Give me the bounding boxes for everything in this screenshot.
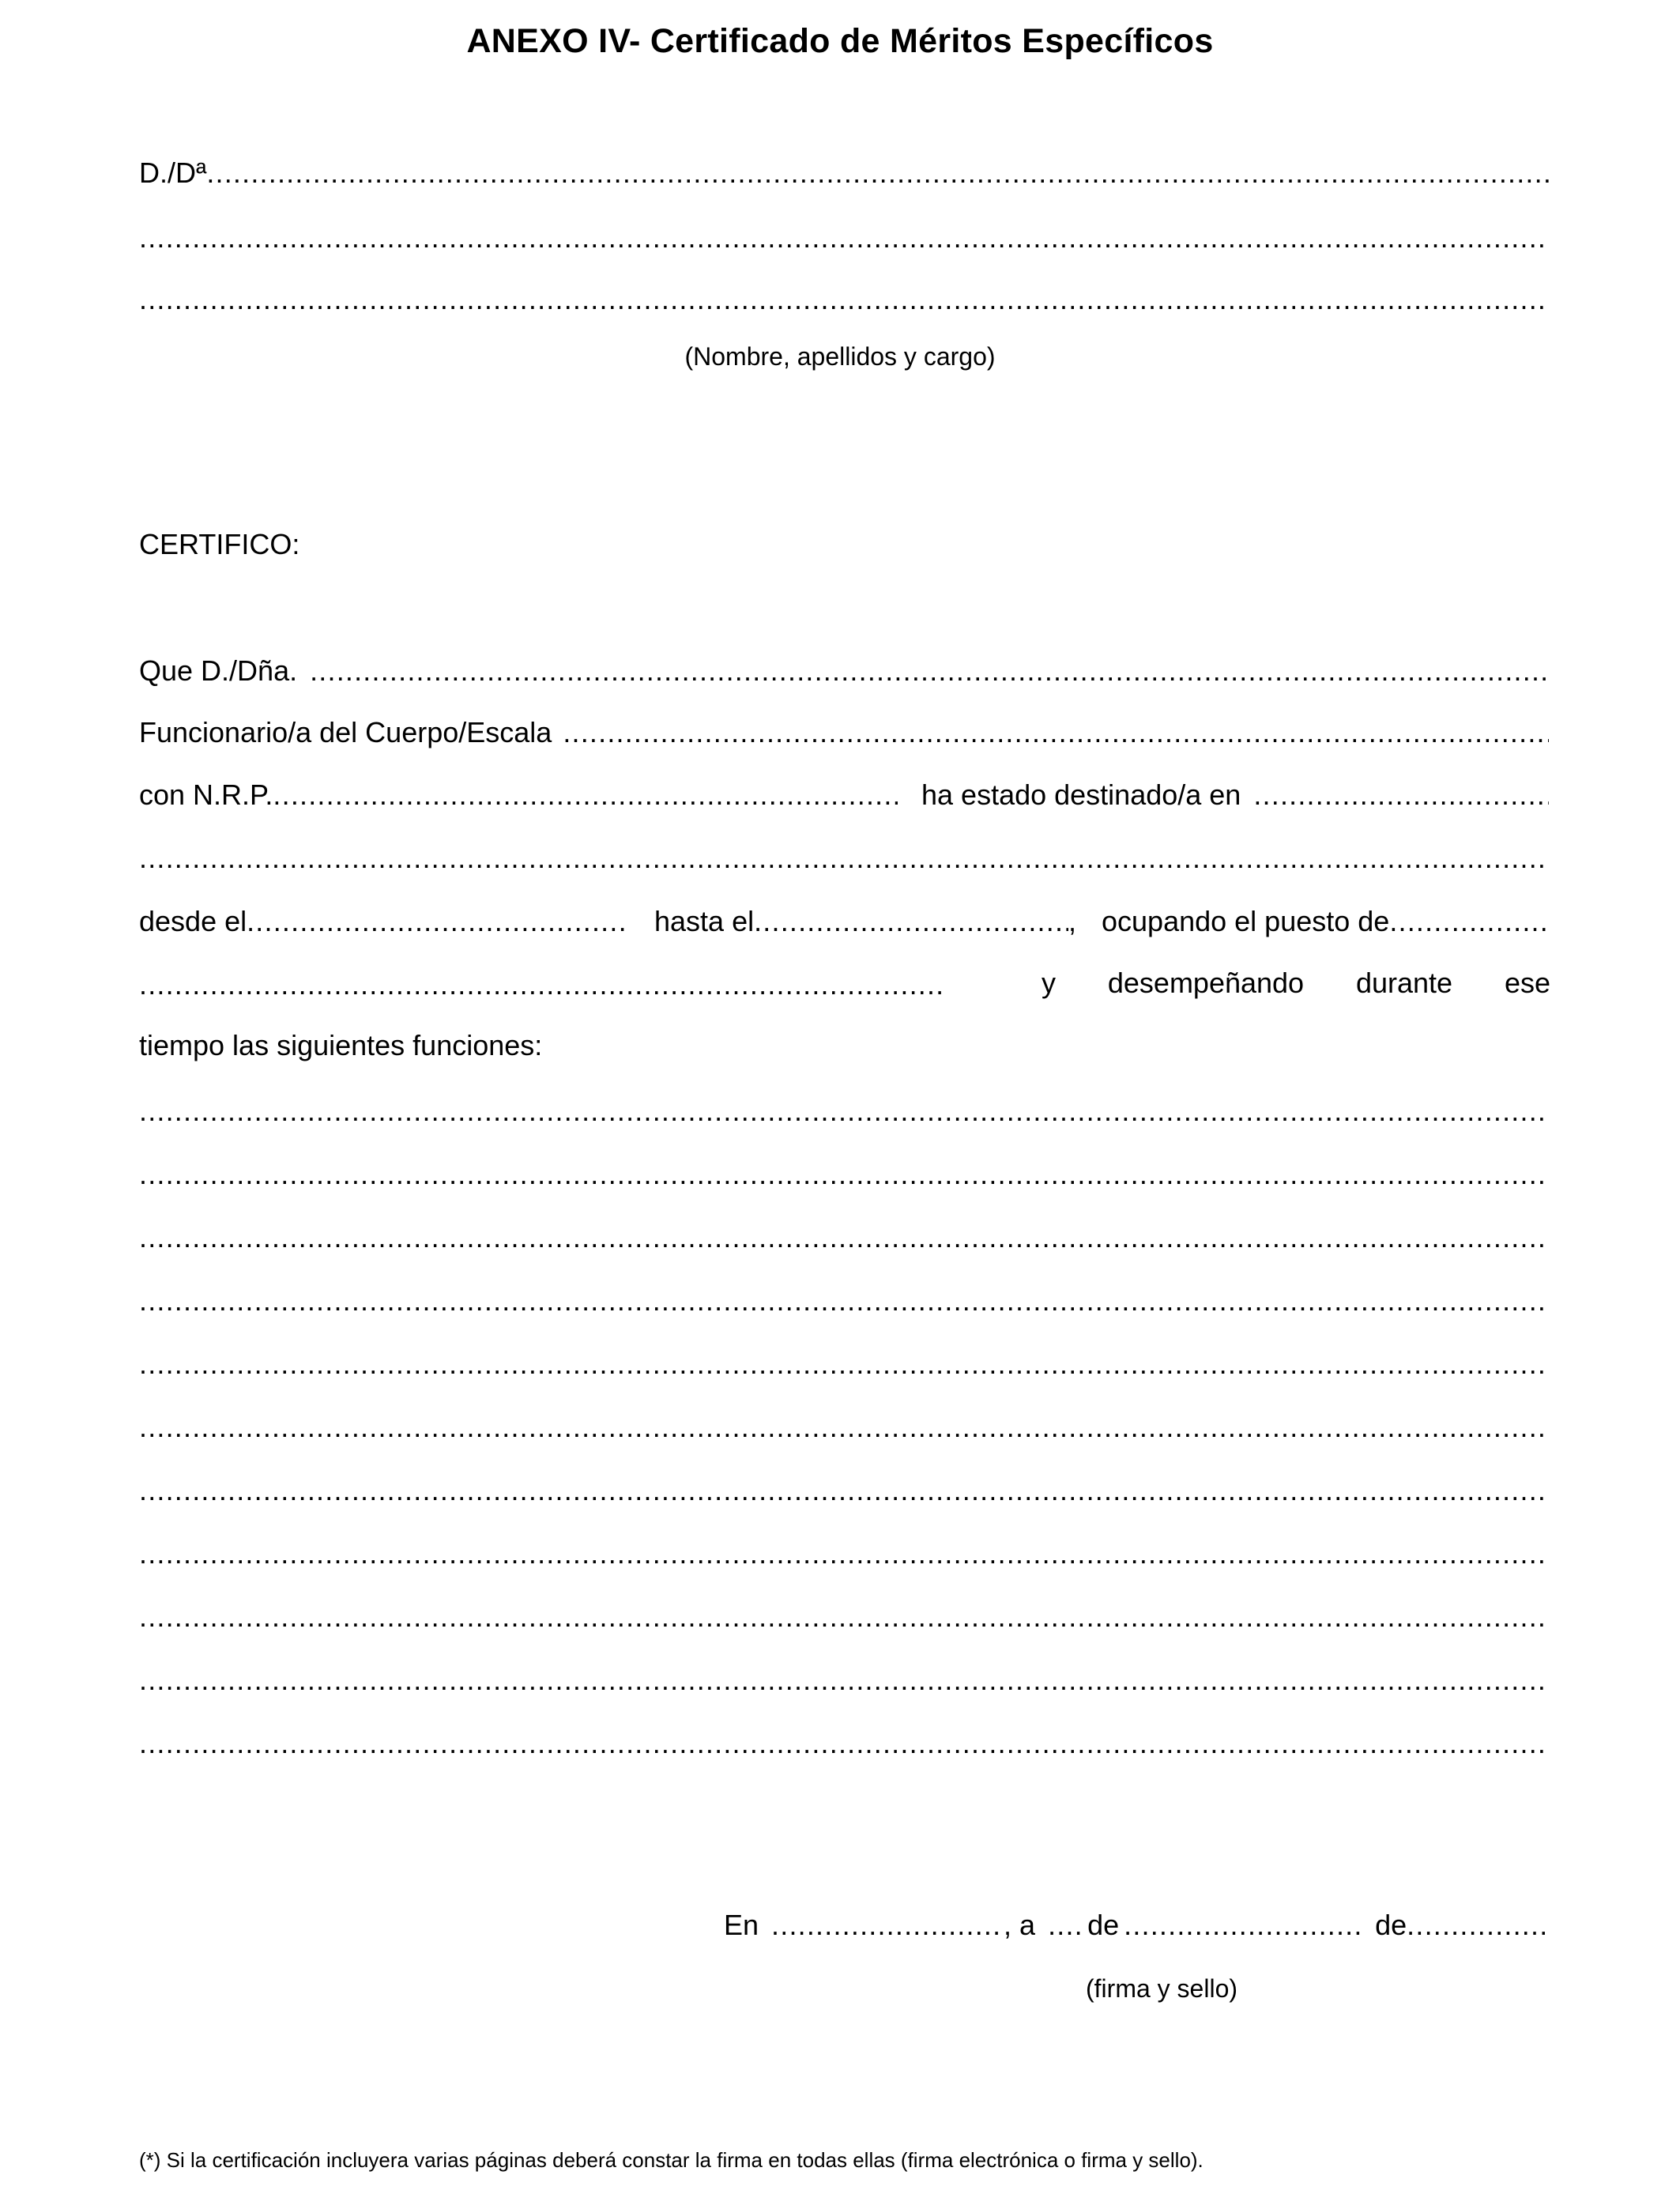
desempenando-word: desempeñando — [1107, 967, 1305, 999]
funciones-fill-line[interactable] — [139, 1348, 1549, 1381]
funciones-fill-line[interactable] — [139, 1537, 1549, 1570]
funciones-fill-line[interactable] — [139, 1158, 1549, 1191]
funciones-fill-line[interactable] — [139, 1474, 1549, 1507]
place-fill-line[interactable] — [771, 1909, 1004, 1942]
funciones-line[interactable] — [139, 1664, 1549, 1697]
funciones-fill-line[interactable] — [139, 1284, 1549, 1318]
funciones-fill-line[interactable] — [139, 1221, 1549, 1254]
name-field-row-1[interactable] — [139, 156, 1549, 190]
destino-row-2[interactable] — [139, 842, 1549, 875]
destino-fill-line-2[interactable] — [139, 842, 1549, 875]
funciones-fill-line[interactable] — [139, 1664, 1549, 1697]
ese-word: ese — [1504, 967, 1550, 999]
dd-label: D./Dª — [139, 156, 207, 189]
funciones-fill-line[interactable] — [139, 1727, 1549, 1760]
funciones-fill-line[interactable] — [139, 1600, 1549, 1634]
desde-row[interactable] — [139, 905, 629, 938]
funciones-line[interactable] — [139, 1537, 1549, 1570]
de-label-2: de — [1375, 1909, 1407, 1941]
puesto-row-2[interactable] — [139, 968, 942, 1001]
nrp-label: con N.R.P. — [139, 778, 273, 811]
name-field-row-3[interactable] — [139, 283, 1549, 316]
name-fill-line-1[interactable] — [206, 156, 1549, 190]
funciones-line[interactable] — [139, 1348, 1549, 1381]
year-fill-line[interactable] — [1407, 1909, 1550, 1942]
hasta-fill-line[interactable] — [754, 905, 1068, 938]
que-row[interactable] — [139, 654, 1549, 688]
funciones-line[interactable] — [139, 1411, 1549, 1444]
tiempo-label: tiempo las siguientes funciones: — [139, 1029, 543, 1061]
name-fill-line-2[interactable] — [139, 221, 1549, 254]
funciones-fill-line[interactable] — [139, 1411, 1549, 1444]
funciones-line[interactable] — [139, 1095, 1549, 1128]
y-word: y — [1042, 967, 1056, 999]
name-caption: (Nombre, apellidos y cargo) — [684, 342, 996, 371]
destinado-label: ha estado destinado/a en — [921, 778, 1241, 811]
name-fill-line-3[interactable] — [139, 283, 1549, 316]
funciones-line[interactable] — [139, 1474, 1549, 1507]
desde-label: desde el — [139, 905, 247, 937]
funcionario-label: Funcionario/a del Cuerpo/Escala — [139, 716, 552, 748]
cuerpo-fill-line[interactable] — [563, 716, 1549, 749]
funciones-line[interactable] — [139, 1158, 1549, 1191]
funcionario-row[interactable] — [139, 716, 1549, 749]
funciones-line[interactable] — [139, 1727, 1549, 1760]
durante-word: durante — [1355, 967, 1453, 999]
funciones-fill-line[interactable] — [139, 1095, 1549, 1128]
ocupando-row[interactable] — [1102, 905, 1549, 938]
destinado-row[interactable] — [921, 778, 1549, 812]
desde-fill-line[interactable] — [247, 905, 629, 938]
funciones-line[interactable] — [139, 1600, 1549, 1634]
footnote: (*) Si la certificación incluyera varias páginas deberá constar la firma en todas ellas (firma electrónica o firma y sello). — [139, 2148, 1203, 2172]
que-label: Que D./Dña. — [139, 654, 298, 687]
place-date-row[interactable] — [724, 1909, 1550, 1942]
month-fill-line[interactable] — [1124, 1909, 1364, 1942]
nrp-row[interactable] — [139, 778, 898, 812]
hasta-comma: , — [1068, 905, 1076, 937]
ocupando-label: ocupando el puesto de — [1102, 905, 1390, 937]
a-label: , a — [1004, 1909, 1036, 1941]
que-fill-line[interactable] — [310, 654, 1549, 688]
puesto-fill-line[interactable] — [1389, 905, 1549, 938]
funciones-line[interactable] — [139, 1284, 1549, 1318]
day-fill-line[interactable] — [1048, 1909, 1083, 1942]
certifico-label: CERTIFICO: — [139, 528, 300, 560]
de-label-1: de — [1087, 1909, 1120, 1941]
nrp-fill-line[interactable] — [273, 778, 898, 812]
destino-fill-line[interactable] — [1253, 778, 1549, 812]
name-field-row-2[interactable] — [139, 221, 1549, 254]
funciones-line[interactable] — [139, 1221, 1549, 1254]
en-label: En — [724, 1909, 759, 1941]
hasta-label: hasta el — [654, 905, 755, 937]
hasta-row[interactable] — [654, 905, 1076, 938]
signature-caption: (firma y sello) — [1086, 1974, 1238, 2003]
desempenando-row — [1042, 967, 1550, 1000]
puesto-fill-line-2[interactable] — [139, 968, 942, 1001]
page-title: ANEXO IV- Certificado de Méritos Específicos — [466, 22, 1214, 60]
